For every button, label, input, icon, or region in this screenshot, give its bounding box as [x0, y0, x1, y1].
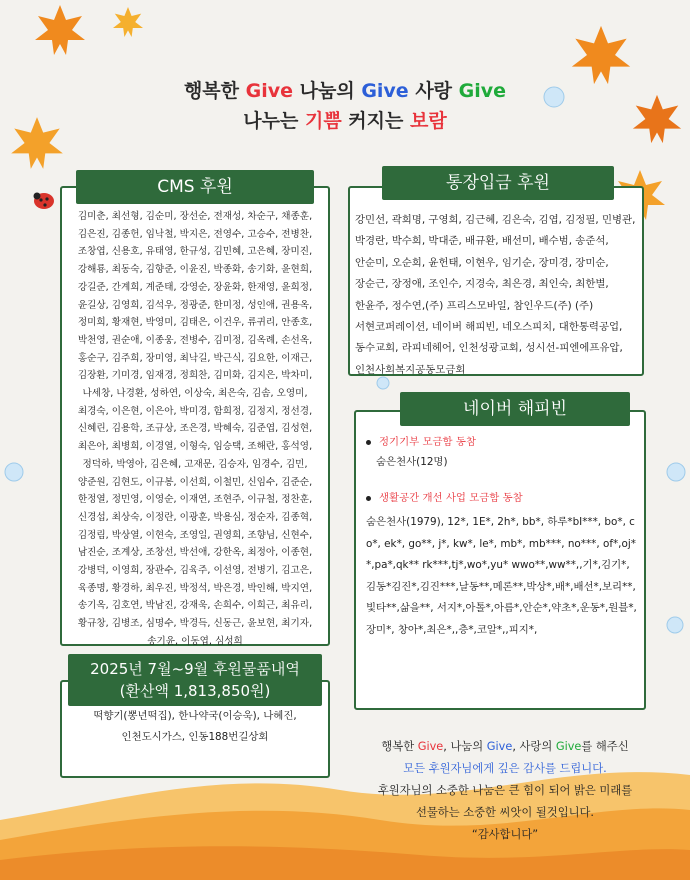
closing-give-red: Give	[417, 740, 444, 753]
closing-line-2: 모든 후원자님에게 깊은 감사를 드립니다.	[403, 762, 607, 775]
bullet-icon	[366, 440, 371, 445]
items-header	[68, 654, 322, 706]
title-reward: 보람	[409, 110, 447, 132]
list-item	[366, 432, 638, 452]
page-title	[0, 76, 690, 136]
title-line-1	[0, 76, 690, 106]
title-text: 커지는	[341, 110, 410, 132]
items-title-line-2: (환산액 1,813,850원)	[119, 682, 271, 700]
title-give-blue: Give	[361, 80, 409, 102]
bank-donor-list: 강민선, 곽희명, 구영희, 김근혜, 김은숙, 김엽, 김정필, 민병관, 박경란, 박수희, 박대준, 배규환, 배선미, 배수범, 송준석, 안순미, 오순희, 윤헌태, 이현우, 임기순, 장미경, 장미순, 장순근, 장정애, 조인수, 지경숙, 최은경, 최인숙, 최한별, 한윤주, 정수연,(주) 프리스모바일, 참인우드(주) (주)서현코퍼레이션, 네이버 해피빈, 네오스피치, 대한통력공업, 동수교회, 라피네헤어, 인천성광교회, 성시선-피엔에프유압, 인천사회복지공동모금회	[355, 214, 636, 376]
closing-message	[322, 736, 688, 846]
closing-text: 를 해주신	[581, 740, 629, 753]
closing-text: 행복한	[381, 740, 418, 753]
naver-item-1: 정기기부 모금함 동참	[379, 436, 476, 448]
list-item	[366, 488, 638, 508]
bank-header: 통장입금 후원	[382, 166, 614, 200]
closing-line-5: “감사합니다”	[471, 828, 539, 841]
bullet-icon	[366, 496, 371, 501]
maple-leaf-icon	[110, 4, 146, 40]
bubble-icon	[666, 462, 686, 482]
title-give-green: Give	[458, 80, 507, 102]
ladybug-icon	[32, 190, 56, 210]
items-title-line-1: 2025년 7월~9월 후원물품내역	[90, 660, 300, 678]
closing-text: , 사랑의	[512, 740, 556, 753]
items-line-1: 떡향기(뽕년떡집), 한나약국(이승욱), 나혜진,	[93, 710, 297, 722]
bubble-icon	[666, 616, 684, 634]
bubble-icon	[4, 462, 24, 482]
naver-item-1-sub: 숨은천사(12명)	[376, 456, 448, 468]
naver-item-2-names: 숨은천사(1979), 12*, 1E*, 2h*, bb*, 하루*bI***, bo*, co*, ek*, go**, j*, kw*, le*, mb*, mb***, no***, of*,oj**,pa*,qk** rk***,tj*,wo*,yu* wwo**,ww**,,기*,김기*,김동*김진*,김진***,날동**,메론**,박상*,배*,배선*,보리**,빛타**,삶을**, 서지*,아톨*,아름*,안순*,약초*,운동*,원블*,장미*, 창아*,최은*,,층*,코알*,,피지*,	[366, 516, 637, 636]
title-text: 나눔의	[293, 80, 362, 102]
closing-give-blue: Give	[486, 740, 513, 753]
items-line-2: 인천도시가스, 인동188번길상회	[121, 731, 269, 743]
closing-line-4: 선물하는 소중한 씨앗이 될것입니다.	[415, 806, 595, 819]
title-joy: 기쁨	[304, 110, 342, 132]
naver-item-2: 생활공간 개선 사업 모금함 동참	[379, 492, 523, 504]
closing-text: , 나눔의	[443, 740, 487, 753]
title-text: 나누는	[243, 110, 305, 132]
title-text: 사랑	[408, 80, 459, 102]
cms-header: CMS 후원	[76, 170, 314, 204]
cms-donor-list: 김미춘, 최선형, 김순미, 장선순, 전재성, 차순구, 채종훈, 김은진, 김종헌, 임낙철, 박지은, 전영수, 고승수, 전병찬, 조창엽, 신용호, 유태영, 한규성, 김민혜, 고은혜, 장미진, 강해룡, 최동숙, 김향준, 이윤진, 박종화, 송기화, 윤현희, 강길준, 간계희, 계준태, 강영순, 장윤화, 한재영, 윤희정, 윤길상, 김영희, 김석우, 정광준, 한미정, 성인애, 권용옥, 정미희, 황재현, 박영미, 김태은, 이건우, 류귀리, 안종호, 박천영, 권순애, 이종웅, 전병수, 김미정, 김옥례, 손선옥, 홍순구, 김주희, 장미영, 최낙길, 박근식, 김요한, 이재근, 김장환, 기미경, 임재경, 정희찬, 김미화, 김지은, 박차미, 나세창, 나경환, 성하연, 이상숙, 최은숙, 김솜, 오영미, 최경숙, 이은현, 이은아, 박미경, 함희정, 김정지, 정선경, 신혜린, 김용학, 조규상, 조은경, 박혜숙, 김준엽, 김성현, 최은아, 최병희, 이경열, 이형숙, 임승택, 조해란, 홍석영, 정덕하, 박영아, 김은혜, 고재문, 김승자, 임경수, 김민, 양준원, 김현도, 이규봉, 이선희, 이철민, 신임수, 김준순, 한정열, 정민영, 이영순, 이재연, 조현주, 이규철, 정찬훈, 신경섭, 최상숙, 이정란, 이광훈, 박용심, 정순자, 김종혁, 김정림, 박상열, 이현숙, 조영일, 권영희, 조향님, 신현수, 남진순, 조계상, 조창선, 박선애, 강한옥, 최정아, 이종현, 강병덕, 이영희, 장관수, 김육주, 이선영, 전병기, 김고은, 육종명, 황경하, 최우진, 박정석, 박은경, 박인해, 박지연, 송기옥, 김호연, 박남진, 강재욱, 손희수, 이희근, 최유리, 황규창, 김병조, 심명수, 박경득, 신동근, 윤보현, 최기자, 송기윤, 이동엽, 심성희	[77, 211, 313, 647]
maple-leaf-icon	[30, 0, 90, 60]
closing-line-3: 후원자님의 소중한 나눔은 큰 힘이 되어 밝은 미래를	[377, 784, 633, 797]
title-give-red: Give	[245, 80, 294, 102]
naver-list	[366, 432, 638, 642]
closing-give-green: Give	[555, 740, 582, 753]
closing-line-1	[322, 736, 688, 758]
items-list	[66, 706, 324, 748]
title-text: 행복한	[183, 80, 246, 102]
naver-header: 네이버 해피빈	[400, 392, 630, 426]
title-line-2	[0, 106, 690, 136]
